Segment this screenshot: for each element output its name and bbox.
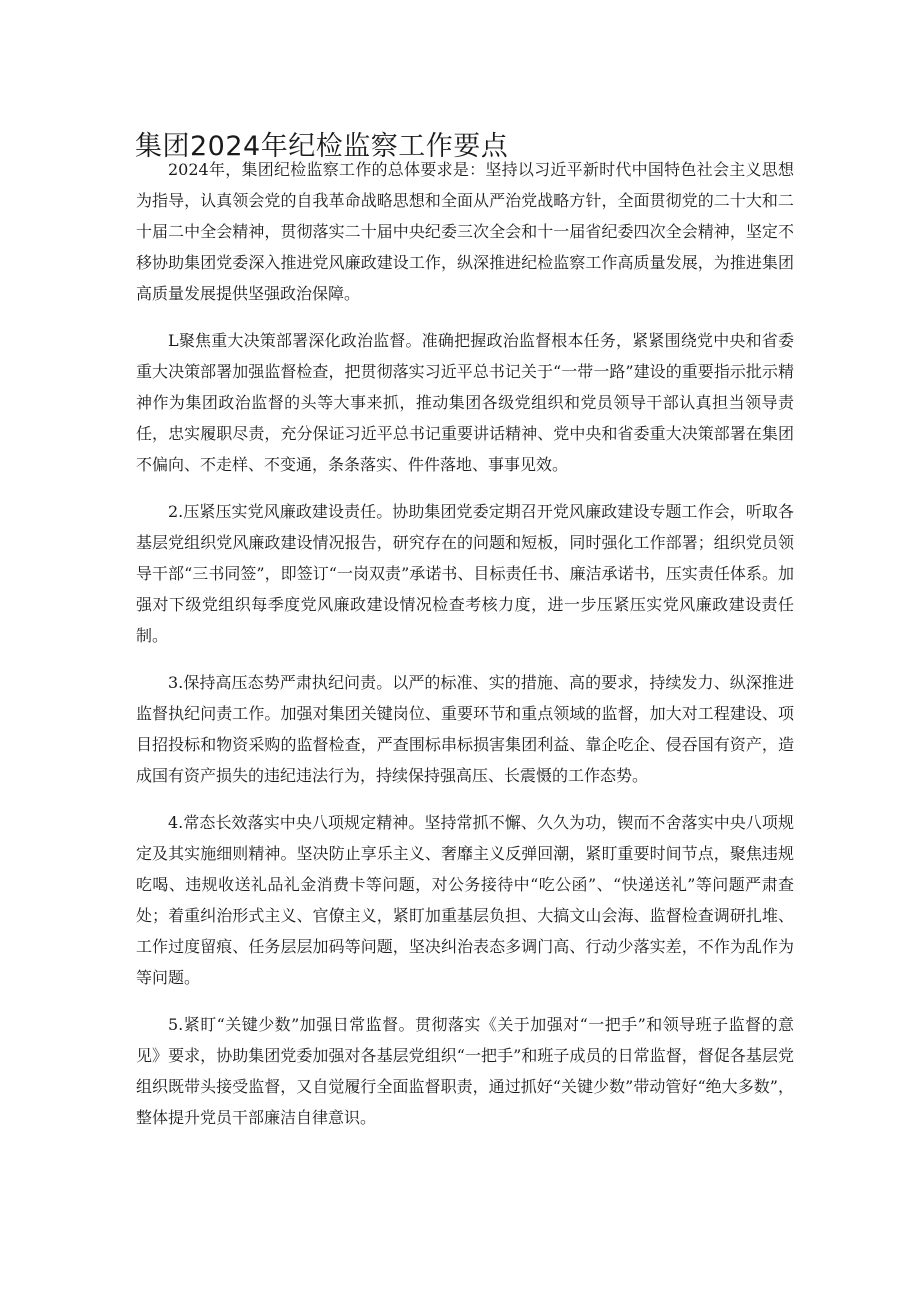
- paragraph-item-5: 5.紧盯“关键少数”加强日常监督。贯彻落实《关于加强对“一把手”和领导班子监督的意见》要求，协助集团党委加强对各基层党组织“一把手”和班子成员的日常监督，督促各基层党组织既带头接受监督，又自觉履行全面监督职责，通过抓好“关键少数”带动管好“绝大多数”，整体提升党员干部廉洁自律意识。: [136, 1015, 794, 1127]
- paragraph-item-3: 3.保持高压态势严肃执纪问责。以严的标准、实的措施、高的要求，持续发力、纵深推进监督执纪问责工作。加强对集团关键岗位、重要环节和重点领域的监督，加大对工程建设、项目招投标和物资采购的监督检查，严查围标串标损害集团利益、靠企吃企、侵吞国有资产，造成国有资产损失的违纪违法行为，持续保持强高压、长震慑的工作态势。: [136, 673, 794, 785]
- document-title: 集团2024年纪检监察工作要点: [135, 131, 509, 162]
- paragraph-item-1: L聚焦重大决策部署深化政治监督。准确把握政治监督根本任务，紧紧围绕党中央和省委重大决策部署加强监督检查，把贯彻落实习近平总书记关于“一带一路”建设的重要指示批示精神作为集团政治监督的头等大事来抓，推动集团各级党组织和党员领导干部认真担当领导责任，忠实履职尽责，充分保证习近平总书记重要讲话精神、党中央和省委重大决策部署在集团不偏向、不走样、不变通，条条落实、件件落地、事事见效。: [136, 331, 794, 474]
- document-body: [136, 154, 794, 1149]
- paragraph-item-2: 2.压紧压实党风廉政建设责任。协助集团党委定期召开党风廉政建设专题工作会，听取各基层党组织党风廉政建设情况报告，研究存在的问题和短板，同时强化工作部署；组织党员领导干部“三书同签”，即签订“一岗双责”承诺书、目标责任书、廉洁承诺书，压实责任体系。加强对下级党组织每季度党风廉政建设情况检查考核力度，进一步压紧压实党风廉政建设责任制。: [136, 502, 794, 645]
- paragraph-item-4: 4.常态长效落实中央八项规定精神。坚持常抓不懈、久久为功，锲而不舍落实中央八项规定及其实施细则精神。坚决防止享乐主义、奢靡主义反弹回潮，紧盯重要时间节点，聚焦违规吃喝、违规收送礼品礼金消费卡等问题，对公务接待中“吃公函”、“快递送礼”等问题严肃查处；着重纠治形式主义、官僚主义，紧盯加重基层负担、大搞文山会海、监督检查调研扎堆、工作过度留痕、任务层层加码等问题，坚决纠治表态多调门高、行动少落实差，不作为乱作为等问题。: [136, 813, 794, 987]
- paragraph-intro: 2024年，集团纪检监察工作的总体要求是：坚持以习近平新时代中国特色社会主义思想为指导，认真领会党的自我革命战略思想和全面从严治党战略方针，全面贯彻党的二十大和二十届二中全会精神，贯彻落实二十届中央纪委三次全会和十一届省纪委四次全会精神，坚定不移协助集团党委深入推进党风廉政建设工作，纵深推进纪检监察工作高质量发展，为推进集团高质量发展提供坚强政治保障。: [136, 160, 794, 303]
